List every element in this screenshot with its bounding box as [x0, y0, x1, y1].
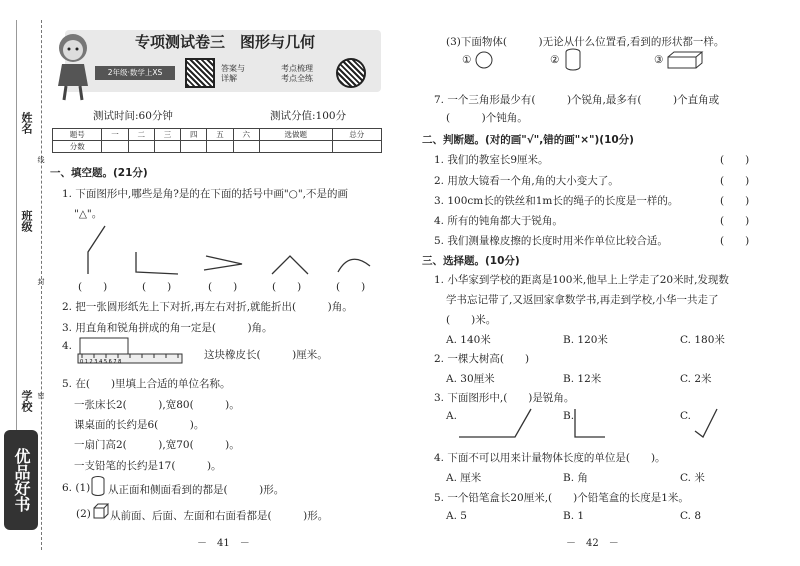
score-cell[interactable] — [128, 141, 154, 153]
q5-line-b: 课桌面的长约是6( )。 — [74, 419, 205, 431]
q6-2-text: 从前面、后面、左面和右面看都是( )形。 — [110, 510, 329, 522]
score-head: 三 — [154, 129, 180, 141]
test-score: 测试分值:100分 — [270, 110, 347, 122]
c3-option[interactable]: C. — [680, 410, 691, 422]
grade-band: 2年级·数学上XS — [95, 66, 175, 80]
tf-item: 5. 我们测量橡皮擦的长度时用米作单位比较合适。 — [434, 235, 668, 247]
score-cell[interactable] — [207, 141, 233, 153]
school-label: 学校 — [20, 390, 33, 412]
score-cell[interactable] — [154, 141, 180, 153]
c3-option[interactable]: A. — [446, 410, 457, 422]
figure-e — [338, 259, 370, 272]
cylinder-icon — [563, 48, 583, 72]
tf-item: 2. 用放大镜看一个角,角的大小变大了。 — [434, 175, 619, 187]
q5-line-a: 一张床长2( ),宽80( )。 — [74, 399, 240, 411]
cube-icon — [92, 502, 110, 520]
page-number-left: － 41 － — [197, 538, 250, 549]
q7-text: 7. 一个三角形最少有( )个锐角,最多有( )个直角或 — [434, 94, 720, 106]
binding-strip — [0, 0, 52, 566]
score-head: 总分 — [332, 129, 381, 141]
c1-option[interactable]: B. 120米 — [563, 334, 608, 346]
c5-option[interactable]: B. 1 — [563, 510, 585, 522]
q1-text-2: "△"。 — [74, 208, 103, 220]
binding-solid-line — [16, 20, 17, 450]
q6-3-opt: ③ — [654, 54, 664, 66]
score-head: 六 — [233, 129, 259, 141]
q5-text: 5. 在( )里填上合适的单位名称。 — [62, 378, 231, 390]
q1-paren[interactable]: ( ) — [78, 281, 108, 293]
q6-2-prefix: (2) — [76, 508, 91, 520]
score-head: 题号 — [53, 129, 102, 141]
tf-item: 1. 我们的教室长9厘米。 — [434, 154, 549, 166]
score-row-label: 分数 — [53, 141, 102, 153]
test-time: 测试时间:60分钟 — [93, 110, 173, 122]
tf-paren[interactable]: ( ) — [720, 215, 750, 227]
review-label: 考点梳理 考点全练 — [281, 64, 313, 83]
q1-paren[interactable]: ( ) — [336, 281, 366, 293]
c1-text-3: ( )米。 — [446, 314, 497, 326]
cylinder-icon — [90, 475, 106, 497]
q4-number: 4. — [62, 340, 73, 352]
c3-option[interactable]: B. — [563, 410, 575, 422]
c2-text: 2. 一棵大树高( ) — [434, 353, 530, 365]
mi-label: 密 — [37, 392, 45, 399]
q5-line-c: 一扇门高2( ),宽70( )。 — [74, 439, 240, 451]
figure-c — [204, 256, 242, 270]
c1-text: 1. 小华家到学校的距离是100米,他早上上学走了20米时,发现数 — [434, 274, 729, 286]
q2-text: 2. 把一张圆形纸先上下对折,再左右对折,就能折出( )角。 — [62, 301, 353, 313]
c4-option[interactable]: C. 米 — [680, 472, 705, 484]
q1-paren[interactable]: ( ) — [272, 281, 302, 293]
q6-1-prefix: 6. (1) — [62, 482, 91, 494]
qr-code-icon — [185, 58, 215, 88]
c2-option[interactable]: B. 12米 — [563, 373, 602, 385]
score-head: 五 — [207, 129, 233, 141]
figure-b — [136, 252, 178, 274]
feng-label: 封 — [37, 278, 45, 285]
page-number-right: － 42 － — [566, 538, 619, 549]
c5-option[interactable]: A. 5 — [446, 510, 467, 522]
score-cell[interactable] — [259, 141, 332, 153]
tf-item: 4. 所有的钝角都大于锐角。 — [434, 215, 563, 227]
c2-option[interactable]: C. 2米 — [680, 373, 712, 385]
xian-label: 线 — [37, 156, 45, 163]
c4-option[interactable]: A. 厘米 — [446, 472, 482, 484]
q6-3-opt: ② — [550, 54, 560, 66]
c4-text: 4. 下面不可以用来计量物体长度的单位是( )。 — [434, 452, 666, 464]
c2-option[interactable]: A. 30厘米 — [446, 373, 495, 385]
q3-text: 3. 用直角和锐角拼成的角一定是( )角。 — [62, 322, 273, 334]
q6-1-text: 从正面和侧面看到的都是( )形。 — [108, 484, 285, 496]
score-table — [52, 128, 382, 153]
figure-a — [88, 226, 105, 274]
c1-text-2: 学书忘记带了,又返回家拿数学书,再走到学校,小华一共走了 — [446, 294, 719, 306]
figure-d — [272, 256, 308, 274]
c3-text: 3. 下面图形中,( )是锐角。 — [434, 392, 575, 404]
score-head: 一 — [102, 129, 128, 141]
name-label: 姓名 — [20, 112, 33, 134]
qr-code-round-icon — [336, 58, 366, 88]
class-label: 班级 — [20, 210, 33, 232]
q1-paren[interactable]: ( ) — [208, 281, 238, 293]
c1-option[interactable]: C. 180米 — [680, 334, 725, 346]
tf-paren[interactable]: ( ) — [720, 195, 750, 207]
score-cell[interactable] — [233, 141, 259, 153]
score-head: 二 — [128, 129, 154, 141]
score-head: 选做题 — [259, 129, 332, 141]
section-fill-blank: 一、填空题。(21分) — [50, 167, 148, 179]
c5-option[interactable]: C. 8 — [680, 510, 702, 522]
cuboid-icon — [666, 50, 706, 70]
girl-mascot-icon — [48, 24, 98, 102]
c1-option[interactable]: A. 140米 — [446, 334, 491, 346]
c4-option[interactable]: B. 角 — [563, 472, 588, 484]
tf-item: 3. 100cm长的铁丝和1m长的绳子的长度是一样的。 — [434, 195, 679, 207]
ruler-with-eraser-icon — [76, 336, 186, 366]
q1-paren[interactable]: ( ) — [142, 281, 172, 293]
score-head: 四 — [181, 129, 207, 141]
right-angle — [575, 409, 605, 437]
tf-paren[interactable]: ( ) — [720, 235, 750, 247]
answer-label: 答案与详解 — [221, 64, 245, 83]
q4-text: 这块橡皮长( )厘米。 — [204, 349, 328, 361]
page-title: 专项测试卷三 图形与几何 — [135, 33, 316, 51]
q7-text-2: ( )个钝角。 — [446, 112, 528, 124]
c5-text: 5. 一个铅笔盒长20厘米,( )个铅笔盒的长度是1米。 — [434, 492, 689, 504]
tf-paren[interactable]: ( ) — [720, 154, 750, 166]
q1-figures — [70, 222, 380, 278]
sphere-icon — [474, 50, 494, 70]
q6-3-text: (3)下面物体( )无论从什么位置看,看到的形状都一样。 — [446, 36, 725, 48]
acute-angle — [695, 409, 717, 437]
score-cell[interactable] — [102, 141, 128, 153]
binding-dashed-line — [41, 20, 42, 550]
q6-3-opt: ① — [462, 54, 472, 66]
c3-angle-figures — [455, 405, 755, 441]
section-true-false: 二、判断题。(对的画"√",错的画"×")(10分) — [422, 134, 634, 146]
obtuse-angle — [459, 409, 531, 437]
score-cell[interactable] — [332, 141, 381, 153]
q1-text: 1. 下面图形中,哪些是角?是的在下面的括号中画"○",不是的画 — [62, 188, 348, 200]
section-choice: 三、选择题。(10分) — [422, 255, 520, 267]
score-cell[interactable] — [181, 141, 207, 153]
brand-logo: 优品好书 — [4, 430, 38, 530]
q5-line-d: 一支铅笔的长约是17( )。 — [74, 460, 222, 472]
ruler-numbers: 0 1 2 3 4 5 6 7 8 — [80, 359, 122, 365]
tf-paren[interactable]: ( ) — [720, 175, 750, 187]
